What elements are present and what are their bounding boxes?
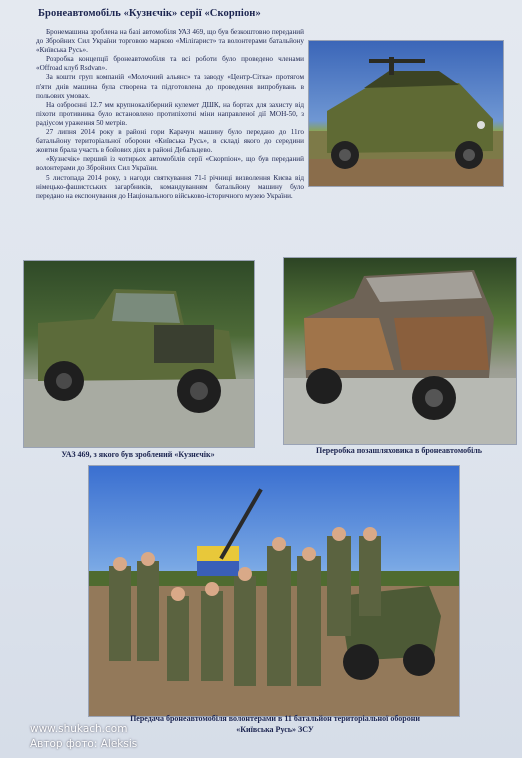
photo-handover-group	[88, 465, 460, 717]
caption-rework: Переробка позашляховика в бронеавтомобіль	[315, 446, 483, 455]
rework-illustration	[284, 258, 516, 444]
paragraph-first: «Кузнєчік» перший із чотирьох автомобілів серії «Скорпіон», що був переданий волонтерами до Збройних Сил України.	[36, 155, 304, 173]
document-body	[36, 28, 304, 201]
paragraph-museum: 5 листопада 2014 року, з нагоди святкування 71-ї річниці визволення Києва від німецько-фашистських загарбників, командуванням батальйону машину було передано на експонування до Національного військово-історичного музею України.	[36, 173, 304, 200]
uaz-illustration	[24, 261, 254, 447]
watermark-author: Автор фото: Aleksis	[30, 738, 138, 750]
paragraph-concept: Розробка концепції бронеавтомобіля та всі роботи було проведено членами «Offroad клуб Rsdvan».	[36, 55, 304, 73]
document-title: Бронеавтомобіль «Кузнєчік» серії «Скорпіон»	[38, 8, 261, 19]
paragraph-funding: За кошти груп компаній «Молочний альянс» та заводу «Центр-Сітка» протягом п'яти днів машина була створена та підготовлена до проведення випробувань в польових умовах.	[36, 73, 304, 100]
photo-armored-vehicle	[308, 40, 504, 187]
photo-uaz-469	[23, 260, 255, 448]
group-illustration	[89, 466, 459, 716]
photo-rework	[283, 257, 517, 445]
caption-handover-line1: Передача бронеавтомобіля волонтерами в 11 батальйон територіальної оборони	[130, 714, 420, 723]
caption-handover-line2: «Київська Русь» ЗСУ	[236, 725, 314, 734]
paragraph-armament: На озброєнні 12.7 мм крупнокаліберний кулемет ДШК, на бортах для захисту від піхоти противника було встановлено протипіхотні міни направленої дії МОН-50, з радіусом ураження 50 метрів.	[36, 100, 304, 127]
watermark-site: www.shukach.com	[30, 723, 128, 735]
caption-uaz: УАЗ 469, з якого був зроблений «Кузнєчік»	[61, 450, 215, 459]
armored-vehicle-illustration	[309, 41, 503, 186]
paragraph-deployment: 27 липня 2014 року в районі гори Карачун машину було передано до 11го батальйону територіальної оборони «Київська Русь», в складі якого до середини жовтня брала участь в бойових діях в районі Дебальцево.	[36, 128, 304, 155]
paragraph-base: Бронемашина зроблена на базі автомобіля УАЗ 469, що був безкоштовно переданий до Збройних Сил України торговою маркою «Міліґарист» та волонтерами батальйону «Київська Русь».	[36, 28, 304, 55]
caption-handover	[80, 713, 470, 735]
